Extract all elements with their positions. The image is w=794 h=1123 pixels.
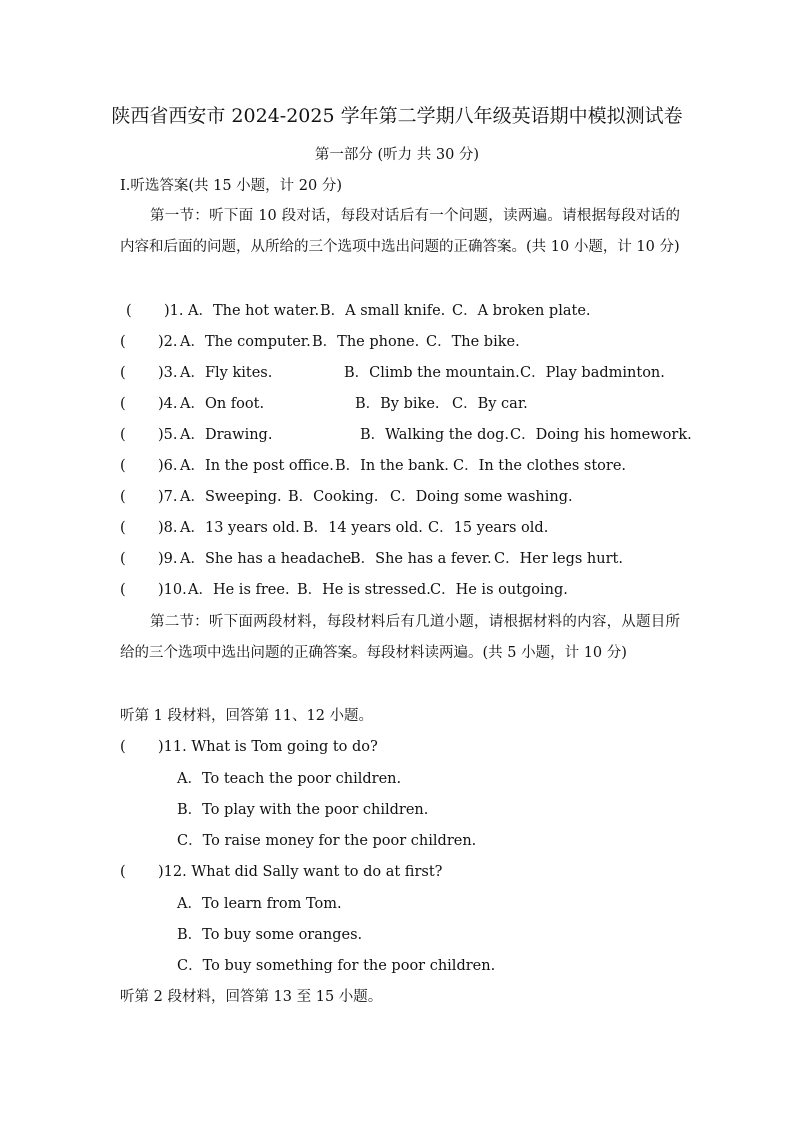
option-a: A．In the post office.	[180, 458, 334, 474]
option-a: A．The hot water.	[188, 303, 320, 319]
option-b: B．14 years old.	[303, 520, 423, 536]
question-number: )6.	[158, 458, 178, 474]
option-b: B．A small knife.	[320, 303, 446, 319]
option-c: C．The bike.	[426, 334, 520, 350]
answer-blank[interactable]: (	[120, 520, 126, 536]
option-c: C．15 years old.	[428, 520, 549, 536]
answer-blank[interactable]: (	[120, 551, 126, 567]
q12-option-c: C．To buy something for the poor children.	[177, 958, 496, 974]
option-a: A．He is free.	[188, 582, 290, 598]
question-number: )5.	[158, 427, 178, 443]
q11-option-b: B．To play with the poor children.	[177, 802, 429, 818]
sub1-instructions: 第一节：听下面 10 段对话，每段对话后有一个问题，读两遍。请根据每段对话的内容和后面的问题，从所给的三个选项中选出问题的正确答案。(共 10 小题，计 10 分)	[120, 208, 680, 255]
option-a: A．Fly kites.	[180, 365, 273, 381]
option-b: B．By bike.	[355, 396, 440, 412]
option-b: B．Climb the mountain.	[344, 365, 520, 381]
question-number: )9.	[158, 551, 178, 567]
answer-blank[interactable]: (	[120, 582, 126, 598]
material-2-intro: 听第 2 段材料，回答第 13 至 15 小题。	[120, 989, 383, 1005]
option-c: C．Play badminton.	[520, 365, 665, 381]
q12-option-a: A．To learn from Tom.	[177, 896, 342, 912]
option-a: A．She has a headache.	[180, 551, 356, 567]
q11-option-a: A．To teach the poor children.	[177, 771, 402, 787]
option-b: B．He is stressed.	[297, 582, 431, 598]
part-title: 第一部分 (听力 共 30 分)	[314, 147, 480, 163]
material-1-intro: 听第 1 段材料，回答第 11、12 小题。	[120, 708, 374, 724]
answer-blank[interactable]: (	[120, 365, 126, 381]
option-a: A．Sweeping.	[180, 489, 282, 505]
question-stem: )12. What did Sally want to do at first?	[158, 864, 443, 880]
option-c: C．A broken plate.	[452, 303, 591, 319]
option-c: C．Doing his homework.	[510, 427, 692, 443]
option-a: A．13 years old.	[180, 520, 300, 536]
answer-blank[interactable]: (	[120, 396, 126, 412]
option-a: A．On foot.	[180, 396, 265, 412]
q11-option-c: C．To raise money for the poor children.	[177, 833, 477, 849]
question-number: )4.	[158, 396, 178, 412]
option-a: A．The computer.	[180, 334, 311, 350]
question-number: )3.	[158, 365, 178, 381]
question-number: )10.	[158, 582, 187, 598]
option-b: B．Walking the dog.	[360, 427, 509, 443]
question-number: )7.	[158, 489, 178, 505]
sub2-instructions: 第二节：听下面两段材料，每段材料后有几道小题，请根据材料的内容，从题目所给的三个选项中选出问题的正确答案。每段材料读两遍。(共 5 小题，计 10 分)	[120, 614, 680, 661]
answer-blank[interactable]: (	[120, 427, 126, 443]
answer-blank[interactable]: (	[120, 864, 126, 880]
option-b: B．In the bank.	[335, 458, 449, 474]
exam-title: 陕西省西安市 2024-2025 学年第二学期八年级英语期中模拟测试卷	[111, 105, 683, 127]
answer-blank[interactable]: (	[120, 489, 126, 505]
question-number: )8.	[158, 520, 178, 536]
option-c: C．Her legs hurt.	[494, 551, 623, 567]
option-c: C．In the clothes store.	[453, 458, 627, 474]
q12-option-b: B．To buy some oranges.	[177, 927, 363, 943]
answer-blank[interactable]: (	[126, 303, 132, 319]
question-number: )1.	[164, 303, 184, 319]
option-b: B．She has a fever.	[350, 551, 492, 567]
question-stem: )11. What is Tom going to do?	[158, 739, 378, 755]
option-b: B．Cooking.	[288, 489, 379, 505]
section-heading: Ⅰ.听选答案(共 15 小题，计 20 分)	[120, 178, 342, 194]
option-c: C．Doing some washing.	[390, 489, 573, 505]
answer-blank[interactable]: (	[120, 739, 126, 755]
question-number: )2.	[158, 334, 178, 350]
option-a: A．Drawing.	[180, 427, 273, 443]
answer-blank[interactable]: (	[120, 334, 126, 350]
option-b: B．The phone.	[312, 334, 420, 350]
answer-blank[interactable]: (	[120, 458, 126, 474]
option-c: C．He is outgoing.	[430, 582, 568, 598]
option-c: C．By car.	[452, 396, 528, 412]
